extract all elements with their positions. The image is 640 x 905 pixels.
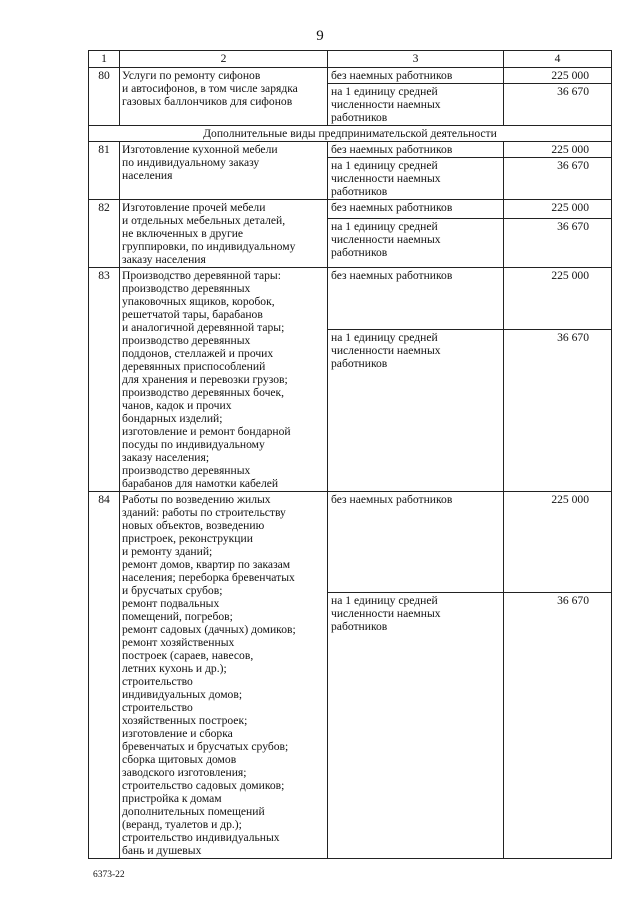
amount-per-employee: 36 670 [504, 593, 612, 859]
amount-per-employee: 36 670 [504, 329, 612, 491]
table-row [89, 142, 612, 158]
amount-per-employee: 36 670 [504, 84, 612, 126]
page-number: 9 [316, 28, 324, 44]
condition-no-employees: без наемных работников [328, 492, 504, 593]
amount-no-employees: 225 000 [504, 142, 612, 158]
amount-no-employees: 225 000 [504, 200, 612, 219]
header-row [89, 51, 612, 68]
document-code: 6373-22 [93, 870, 125, 880]
header-cell-col3: 3 [328, 51, 504, 68]
activity-table [88, 50, 612, 859]
row-number: 81 [89, 142, 120, 200]
table-row [89, 68, 612, 84]
amount-no-employees: 225 000 [504, 68, 612, 84]
row-number: 83 [89, 268, 120, 492]
table-body [89, 51, 612, 859]
amount-per-employee: 36 670 [504, 158, 612, 200]
amount-no-employees: 225 000 [504, 492, 612, 593]
amount-no-employees: 225 000 [504, 268, 612, 330]
condition-per-employee: на 1 единицу средней численности наемных работников [328, 84, 504, 126]
activity-description: Производство деревянной тары: производство деревянных упаковочных ящиков, коробок, решетчатой тары, барабанов и аналогичной деревянной тары; производство деревянных поддонов, стеллажей и прочих деревянных приспособлений для хранения и перевозки грузов; производство деревянных бочек, чанов, кадок и прочих бондарных изделий; изготовление и ремонт бондарной посуды по индивидуальному заказу населения; производство деревянных барабанов для намотки кабелей [120, 268, 328, 492]
condition-per-employee: на 1 единицу средней численности наемных работников [328, 593, 504, 859]
condition-per-employee: на 1 единицу средней численности наемных работников [328, 158, 504, 200]
section-heading: Дополнительные виды предпринимательской деятельности [89, 126, 612, 142]
header-cell-col4: 4 [504, 51, 612, 68]
table-row [89, 200, 612, 219]
activity-description: Услуги по ремонту сифонов и автосифонов, в том числе зарядка газовых баллончиков для сифонов [120, 68, 328, 126]
activity-description: Изготовление кухонной мебели по индивидуальному заказу населения [120, 142, 328, 200]
condition-per-employee: на 1 единицу средней численности наемных работников [328, 329, 504, 491]
condition-per-employee: на 1 единицу средней численности наемных работников [328, 218, 504, 267]
header-cell-col1: 1 [89, 51, 120, 68]
condition-no-employees: без наемных работников [328, 268, 504, 330]
condition-no-employees: без наемных работников [328, 142, 504, 158]
amount-per-employee: 36 670 [504, 218, 612, 267]
section-heading-row [89, 126, 612, 142]
row-number: 84 [89, 492, 120, 859]
header-cell-col2: 2 [120, 51, 328, 68]
row-number: 82 [89, 200, 120, 268]
activity-description: Работы по возведению жилых зданий: работы по строительству новых объектов, возведению пристроек, реконструкции и ремонту зданий; ремонт домов, квартир по заказам населения; переборка бревенчатых и брусчатых срубов; ремонт подвальных помещений, погребов; ремонт садовых (дачных) домиков; ремонт хозяйственных построек (сараев, навесов, летних кухонь и др.); строительство индивидуальных домов; строительство хозяйственных построек; изготовление и сборка бревенчатых и брусчатых срубов; сборка щитовых домов заводского изготовления; строительство садовых домиков; пристройка к домам дополнительных помещений (веранд, туалетов и др.); строительство индивидуальных бань и душевых [120, 492, 328, 859]
table-row [89, 268, 612, 330]
table-row [89, 492, 612, 593]
condition-no-employees: без наемных работников [328, 200, 504, 219]
condition-no-employees: без наемных работников [328, 68, 504, 84]
activity-description: Изготовление прочей мебели и отдельных мебельных деталей, не включенных в другие группировки, по индивидуальному заказу населения [120, 200, 328, 268]
row-number: 80 [89, 68, 120, 126]
